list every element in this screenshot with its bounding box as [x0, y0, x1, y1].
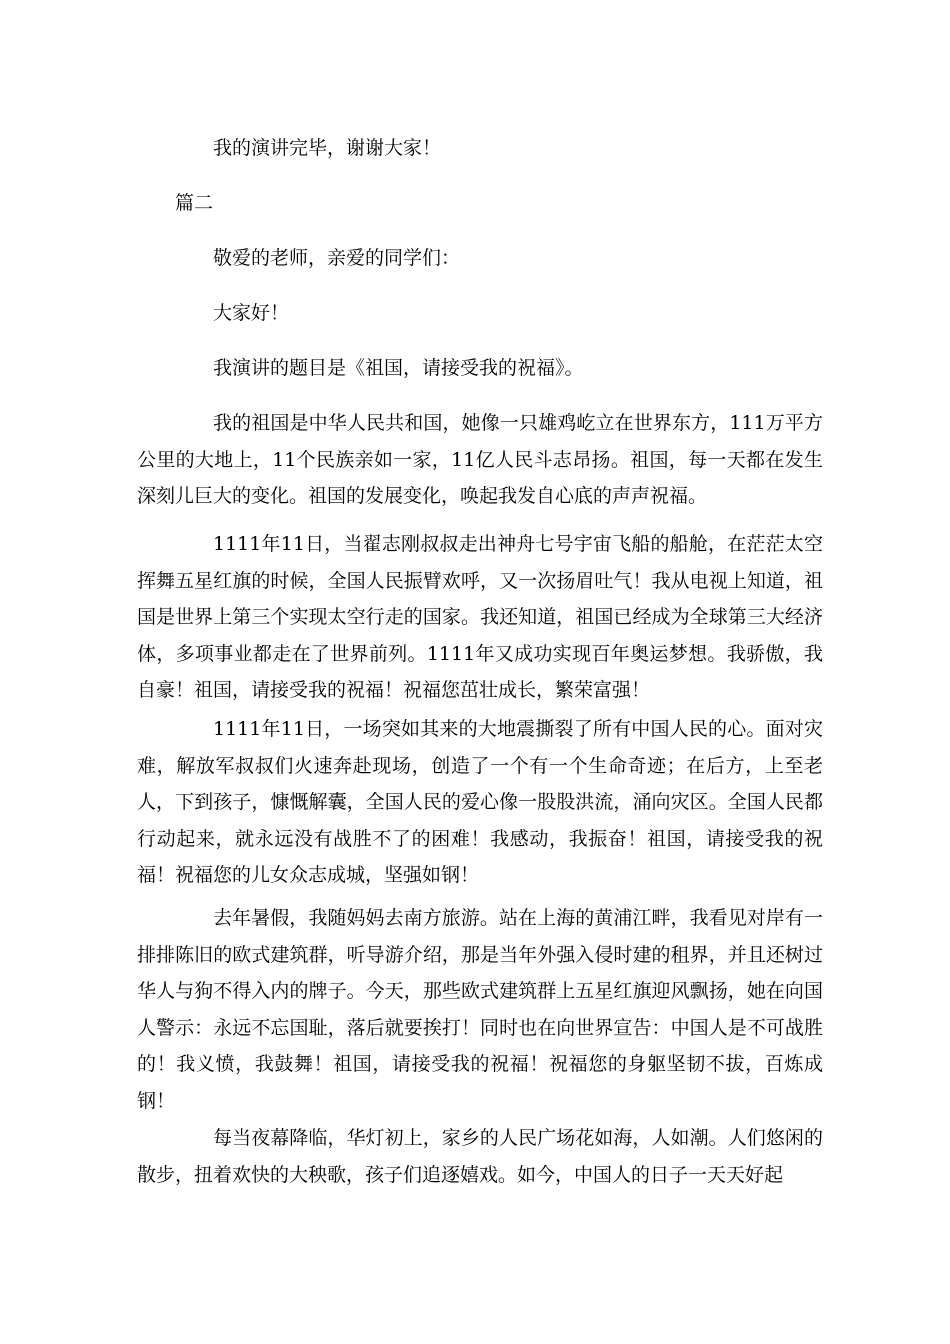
salutation-line: 敬爱的老师，亲爱的同学们： — [213, 247, 461, 269]
paragraph-shanghai: 去年暑假，我随妈妈去南方旅游。站在上海的黄浦江畔，我看见对岸有一排排陈旧的欧式建筑群，听导游介绍，那是当年外强入侵时建的租界，并且还树过华人与狗不得入内的牌子。今天，那些欧式建筑群上五星红旗迎风飘扬，她在向国人警示：永远不忘国耻，落后就要挨打！同时也在向世界宣告：中国人是不可战胜的！我义愤，我鼓舞！祖国，请接受我的祝福！祝福您的身躯坚韧不拔，百炼成钢！ — [137, 907, 823, 1112]
paragraph-motherland: 我的祖国是中华人民共和国，她像一只雄鸡屹立在世界东方，111万平方公里的大地上，11个民族亲如一家，11亿人民斗志昂扬。祖国，每一天都在发生深刻儿巨大的变化。祖国的发展变化，唤起我发自心底的声声祝福。 — [137, 412, 823, 507]
paragraph-earthquake: 1111年11日，一场突如其来的大地震撕裂了所有中国人民的心。面对灾难，解放军叔叔们火速奔赴现场，创造了一个有一个生命奇迹；在后方，上至老人，下到孩子，慷慨解囊，全国人民的爱心像一股股洪流，涌向灾区。全国人民都行动起来，就永远没有战胜不了的困难！我感动，我振奋！祖国，请接受我的祝福！祝福您的儿女众志成城，坚强如钢！ — [137, 718, 823, 886]
section-heading: 篇二 — [175, 192, 214, 214]
paragraph-spacewalk: 1111年11日，当翟志刚叔叔走出神舟七号宇宙飞船的船舱，在茫茫太空挥舞五星红旗的时候，全国人民振臂欢呼，又一次扬眉吐气！我从电视上知道，祖国是世界上第三个实现太空行走的国家。我还知道，祖国已经成为全球第三大经济体，多项事业都走在了世界前列。1111年又成功实现百年奥运梦想。我骄傲，我自豪！祖国，请接受我的祝福！祝福您茁壮成长，繁荣富强！ — [137, 533, 823, 701]
topic-line: 我演讲的题目是《祖国，请接受我的祝福》。 — [213, 357, 584, 379]
closing-line: 我的演讲完毕，谢谢大家！ — [213, 137, 442, 159]
greeting-line: 大家好！ — [213, 302, 290, 324]
paragraph-evening: 每当夜幕降临，华灯初上，家乡的人民广场花如海，人如潮。人们悠闲的散步，扭着欢快的大秧歌，孩子们追逐嬉戏。如今，中国人的日子一天天好起 — [137, 1127, 823, 1186]
